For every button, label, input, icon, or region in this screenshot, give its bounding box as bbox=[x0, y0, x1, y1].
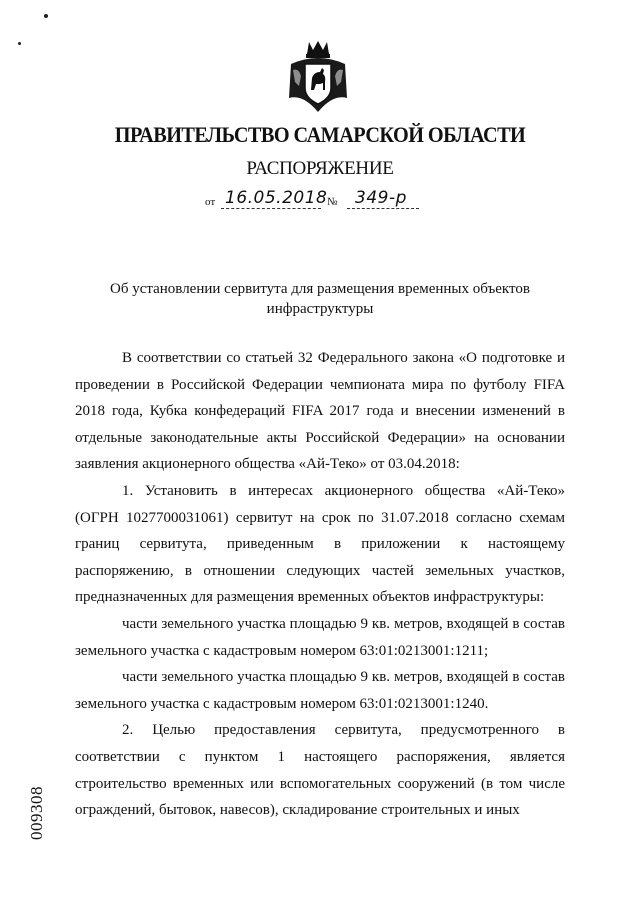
preamble-paragraph: В соответствии со статьей 32 Федерального закона «О подготовке и проведении в Российской Федерации чемпионата мира по футболу FIFA 2018 года, Кубка конфедераций FIFA 2017 года и внесении изменений в отдельные законодательные акты Российской Федерации» на основании заявления акционерного общества «Ай-Теко» от 03.04.2018: bbox=[75, 350, 565, 473]
clause-1-item-1: части земельного участка площадью 9 кв. метров, входящей в состав земельного участка с кадастровым номером 63:01:0213001:1211; bbox=[75, 615, 565, 659]
number-underline bbox=[347, 208, 419, 209]
date-underline bbox=[221, 208, 321, 209]
clause-1-item-2: части земельного участка площадью 9 кв. метров, входящей в состав земельного участка с кадастровым номером 63:01:0213001:1240. bbox=[75, 669, 565, 712]
date-prefix: от bbox=[205, 196, 216, 208]
clause-2-paragraph: 2. Целью предоставления сервитута, предусмотренного в соответствии с пунктом 1 настоящего распоряжения, является строительство временных или вспомогательных сооружений (в том числе ограждений, бытовок, навесов), складирование строительных и иных bbox=[75, 722, 565, 819]
date-number-line bbox=[205, 188, 445, 216]
handwritten-number: 349-р bbox=[355, 188, 407, 208]
clause-1-paragraph: 1. Установить в интересах акционерного общества «Ай-Теко» (ОГРН 1027700031061) сервитут на срок по 31.07.2018 согласно схемам границ сервитута, приведенным в приложении к настоящему распоряжению, в отношении следующих частей земельных участков, предназначенных для размещения временных объектов инфраструктуры: bbox=[75, 482, 565, 606]
scan-dot-mark bbox=[18, 42, 21, 45]
document-type: РАСПОРЯЖЕНИЕ bbox=[246, 158, 394, 179]
document-subject: Об установлении сервитута для размещения временных объектов инфраструктуры bbox=[110, 281, 530, 317]
samara-coat-of-arms-icon bbox=[287, 38, 349, 116]
scan-dot-mark bbox=[44, 14, 48, 18]
margin-side-code: 009308 bbox=[27, 786, 46, 840]
margin-code-wrapper bbox=[27, 786, 81, 860]
number-prefix: № bbox=[327, 196, 338, 208]
document-body bbox=[75, 345, 565, 824]
organization-title: ПРАВИТЕЛЬСТВО САМАРСКОЙ ОБЛАСТИ bbox=[114, 122, 526, 147]
handwritten-date: 16.05.2018 bbox=[225, 188, 328, 208]
